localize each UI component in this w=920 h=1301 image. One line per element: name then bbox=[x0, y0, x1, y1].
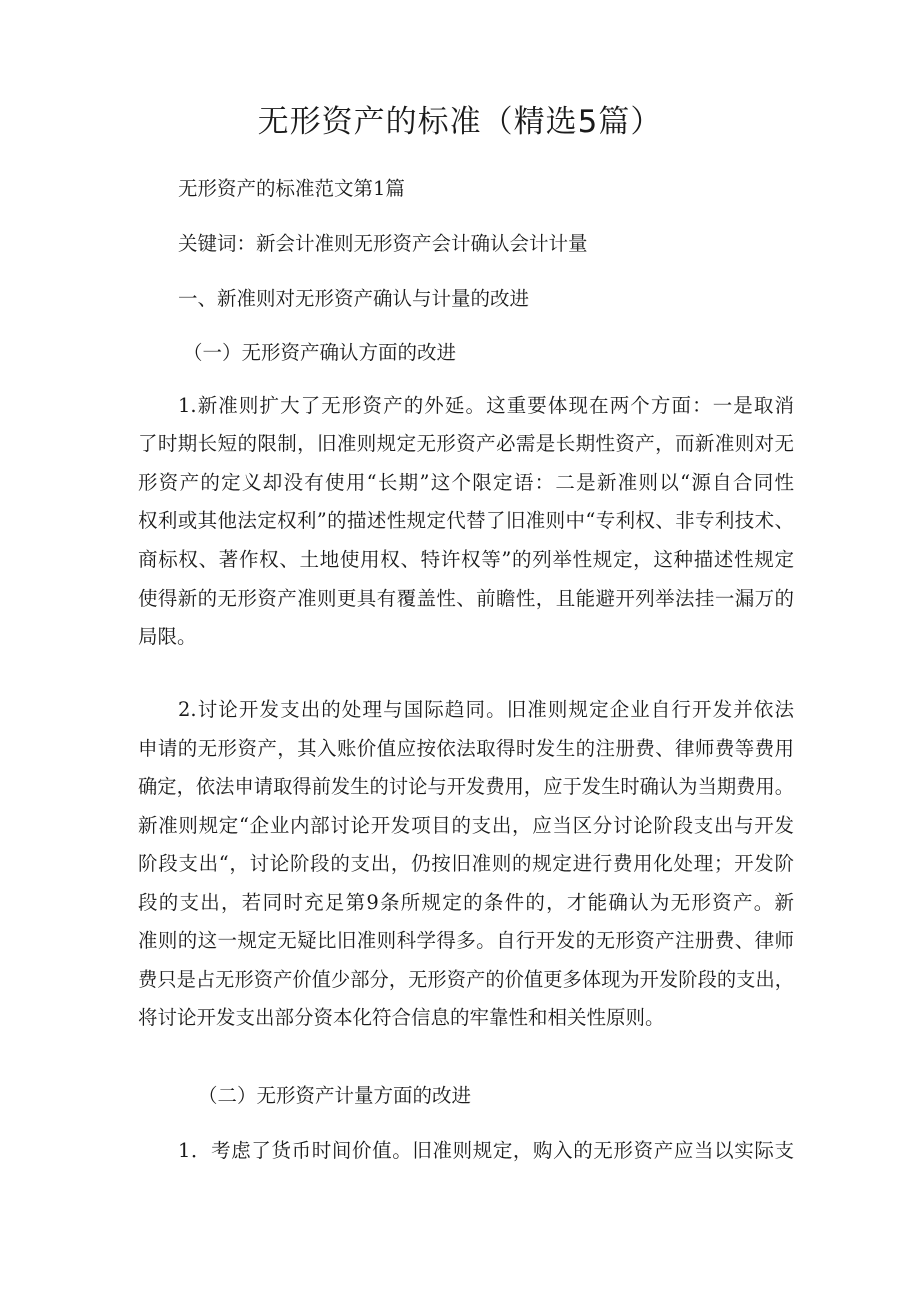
paragraph-line: 申请的无形资产，其入账价值应按依法取得时发生的注册费、律师费等费用 bbox=[138, 737, 794, 760]
paragraph-line: 商标权、著作权、土地使用权、特许权等”的列举性规定，这种描述性规定 bbox=[138, 548, 794, 571]
paragraph-line: 形资产的定义却没有使用“长期”这个限定语：二是新准则以“源自合同性 bbox=[138, 471, 794, 494]
part1-heading: 一、新准则对无形资产确认与计量的改进 bbox=[178, 287, 530, 310]
paragraph-line: 费只是占无形资产价值少部分，无形资产的价值更多体现为开发阶段的支出， bbox=[138, 968, 794, 991]
paragraph-line: 将讨论开发支出部分资本化符合信息的牢靠性和相关性原则。 bbox=[138, 1006, 665, 1029]
paragraph-line: 2.讨论开发支出的处理与国际趋同。旧准则规定企业自行开发并依法 bbox=[178, 698, 794, 721]
paragraph-line: 阶段支出“，讨论阶段的支出，仍按旧准则的规定进行费用化处理；开发阶 bbox=[138, 852, 794, 875]
paragraph-3-line: 1．考虑了货币时间价值。旧准则规定，购入的无形资产应当以实际支 bbox=[178, 1139, 794, 1162]
paragraph-line: 1.新准则扩大了无形资产的外延。这重要体现在两个方面：一是取消 bbox=[178, 394, 794, 417]
paragraph-line: 使得新的无形资产准则更具有覆盖性、前瞻性，且能避开列举法挂一漏万的 bbox=[138, 587, 794, 610]
paragraph-line: 局限。 bbox=[138, 625, 197, 648]
paragraph-line: 准则的这一规定无疑比旧准则科学得多。自行开发的无形资产注册费、律师 bbox=[138, 929, 794, 952]
paragraph-line: 段的支出，若同时充足第9条所规定的条件的，才能确认为无形资产。新 bbox=[138, 891, 794, 914]
document-title: 无形资产的标准（精选5篇） bbox=[257, 104, 663, 140]
keywords-line: 关键词：新会计准则无形资产会计确认会计计量 bbox=[178, 232, 588, 255]
sub1-heading: （一）无形资产确认方面的改进 bbox=[183, 341, 457, 364]
paragraph-line: 确定，依法申请取得前发生的讨论与开发费用，应于发生时确认为当期费用。 bbox=[138, 775, 794, 798]
section-heading: 无形资产的标准范文第1篇 bbox=[178, 177, 405, 200]
paragraph-line: 权利或其他法定权利”的描述性规定代替了旧准则中“专利权、非专利技术、 bbox=[138, 509, 794, 532]
paragraph-line: 了时期长短的限制，旧准则规定无形资产必需是长期性资产，而新准则对无 bbox=[138, 432, 794, 455]
paragraph-line: 新准则规定“企业内部讨论开发项目的支出，应当区分讨论阶段支出与开发 bbox=[138, 814, 794, 837]
sub2-heading: （二）无形资产计量方面的改进 bbox=[198, 1084, 472, 1107]
